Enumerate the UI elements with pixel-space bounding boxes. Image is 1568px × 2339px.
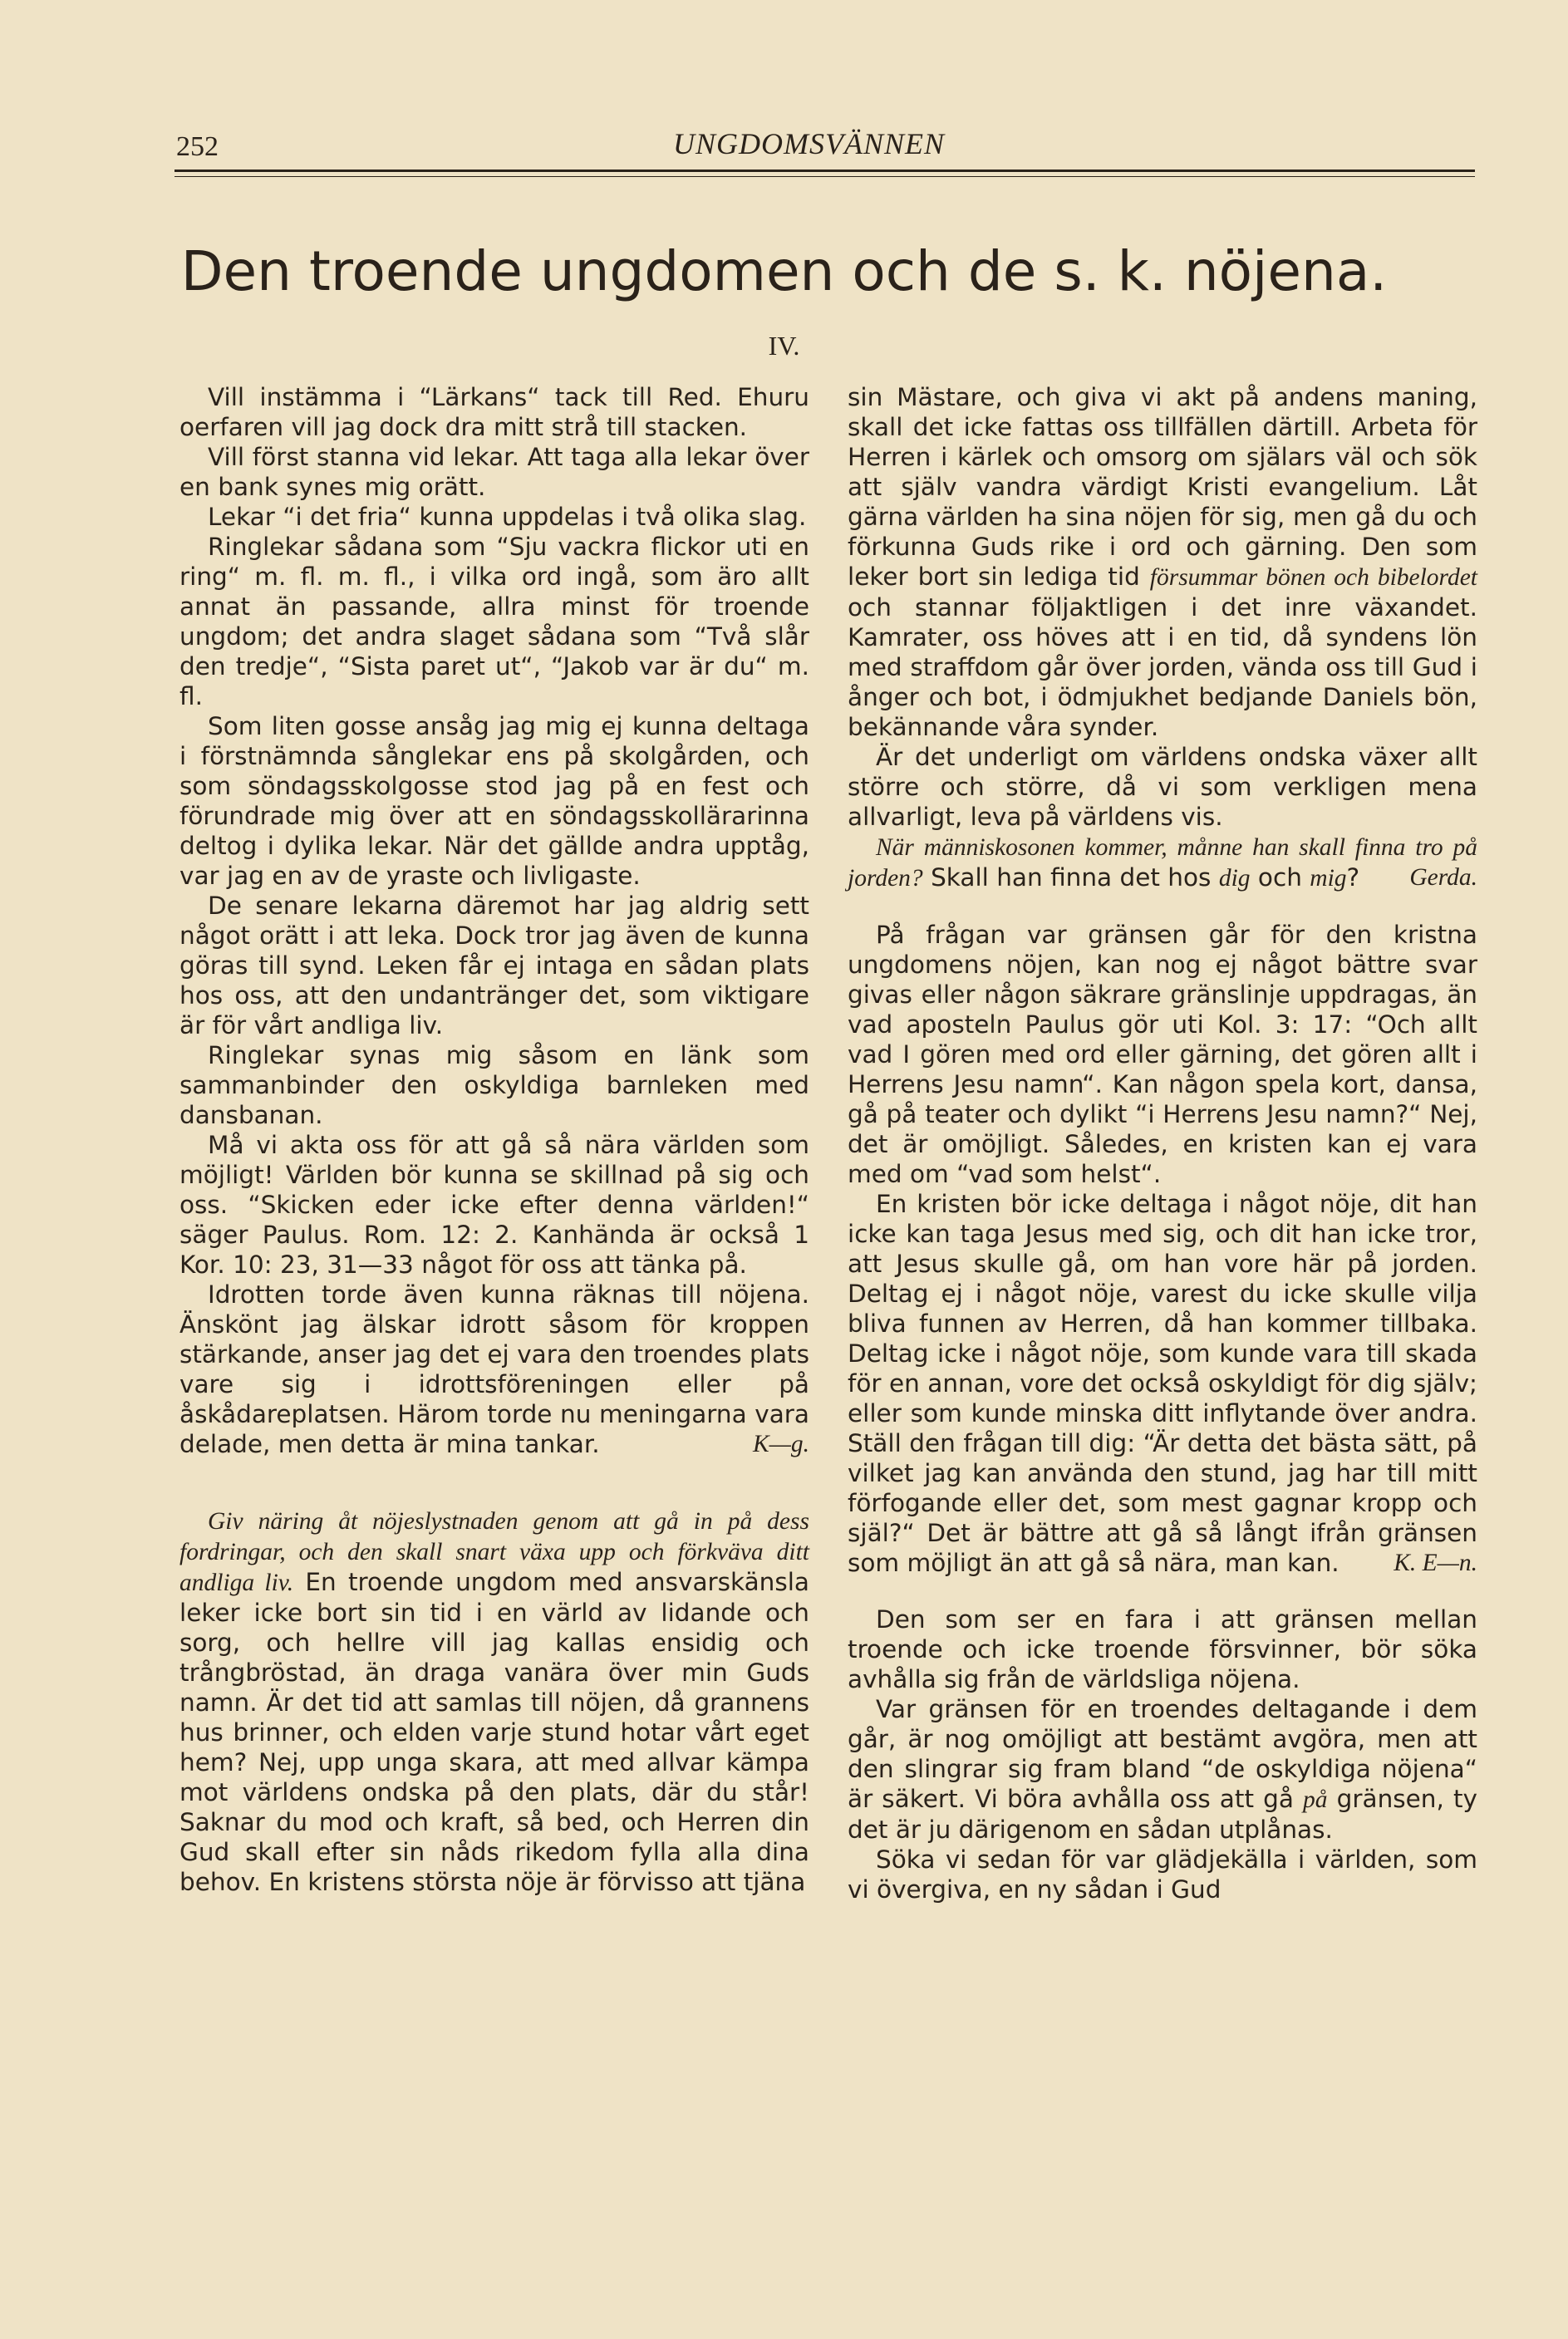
italic-text: dig [1218,865,1251,892]
spacer [179,1459,809,1506]
author-signature: Gerda. [1409,864,1477,891]
paragraph [848,832,1477,893]
page-number: 252 [176,131,219,162]
spacer [848,1578,1477,1604]
italic-text: Giv näring åt nöjeslystnaden genom att gå in på dess fordringar, och den skall snart växa upp och förkväva ditt andliga liv. [179,1508,809,1596]
paragraph: Ringlekar sådana som “Sju vackra flickor uti en ring“ m. fl. m. fl., i vilka ord ingå, som äro allt annat än passande, allra minst för troende ungdom; det andra slaget sådana som “Två slår den tredje“, “Sista paret ut“, “Jakob var är du“ m. fl. [179,533,809,710]
paragraph: Vill först stanna vid lekar. Att taga alla lekar över en bank synes mig orätt. [179,443,809,501]
paragraph-text: En troende ungdom med ansvarskänsla leker icke bort sin tid i en värld av lidande och sorg, och hellre vill jag kallas ensidig och trångbröstad, än draga vanära över min Guds namn. Är det tid att samlas till nöjen, då grannens hus brinner, och elden varje stund hotar vårt eget hem? Nej, upp unga skara, att med allvar kämpa mot världens ondska på den plats, där du står! Saknar du mod och kraft, så bed, och Herren din Gud skall efter sin nåds rikedom fylla alla dina behov. En kristens största nöje är förvisso att tjäna [179,1568,809,1896]
header-rule-thin [174,176,1475,177]
paragraph: Ringlekar synas mig såsom en länk som sammanbinder den oskyldiga barnleken med dansbanan. [179,1041,809,1129]
left-column [179,382,809,1897]
header-rule [174,170,1475,172]
right-column [848,382,1477,1904]
paragraph: Må vi akta oss för att gå så nära världen som möjligt! Världen bör kunna se skillnad på sig och oss. “Skicken eder icke efter denna världen!“ säger Paulus. Rom. 12: 2. Kanhända är också 1 Kor. 10: 23, 31—33 något för oss att tänka på. [179,1131,809,1279]
paragraph [848,1694,1477,1845]
paragraph-text: Idrotten torde även kunna räknas till nöjena. Änskönt jag älskar idrott såsom för kroppen stärkande, anser jag det ej vara den troendes plats vare sig i idrottsföreningen eller på åskådareplatsen. Härom torde nu meningarna vara delade, men detta är mina tankar. [179,1280,809,1458]
paragraph [179,1506,809,1897]
paragraph: På frågan var gränsen går för den kristna ungdomens nöjen, kan nog ej något bättre svar givas eller någon säkrare gränslinje uppdragas, än vad aposteln Paulus gör uti Kol. 3: 17: “Och allt vad I gören med ord eller gärning, det gören allt i Herrens Jesu namn“. Kan någon spela kort, dansa, gå på teater och dylikt “i Herrens Jesu namn?“ Nej, det är omöjligt. Således, en kristen kan ej vara med om “vad som helst“. [848,921,1477,1188]
paragraph-text: Var gränsen för en troendes deltagande i dem går, är nog omöjligt att bestämt avgöra, men att den slingrar sig fram bland “de oskyldiga nöjena“ är säkert. Vi böra avhålla oss att gå [848,1695,1477,1813]
page-header [174,125,1475,174]
paragraph [848,382,1477,742]
paragraph: Den som ser en fara i att gränsen mellan troende och icke troende försvinner, bör söka avhålla sig från de världsliga nöjena. [848,1605,1477,1693]
paragraph-text: och stannar följaktligen i det inre växandet. Kamrater, oss höves att i en tid, då syndens lön med straffdom går över jorden, vända oss till Gud i ånger och bot, i ödmjukhet bedjande Daniels bön, bekännande våra synder. [848,593,1477,741]
article-title: Den troende ungdomen och de s. k. nöjena. [180,239,1388,303]
paragraph: Är det underligt om världens ondska växer allt större och större, då vi som verkligen mena allvarligt, leva på världens vis. [848,743,1477,831]
italic-text: mig [1310,865,1347,892]
paragraph: Vill instämma i “Lärkans“ tack till Red. Ehuru oerfaren vill jag dock dra mitt strå till stacken. [179,383,809,441]
italic-text: När människosonen kommer, månne han skall finna tro på jorden? [848,834,1477,892]
paragraph-text: En kristen bör icke deltaga i något nöje, dit han icke kan taga Jesus med sig, och dit han icke tror, att Jesus skulle gå, om han vore här på jorden. Deltag ej i något nöje, varest du icke skulle vilja bliva funnen av Herren, då han kommer tillbaka. Deltag icke i något nöje, som kunde vara till skada för en annan, vore det också oskyldigt för dig själv; eller som kunde minska ditt inflytande över andra. Ställ den frågan till dig: “Är detta det bästa sätt, på vilket jag kan använda den stund, jag har till mitt förfogande eller det, som mest gagnar kropp och själ?“ Det är bättre att gå så långt ifrån gränsen som möjligt än att gå så nära, man kan. [848,1190,1477,1577]
paragraph-text: ? [1346,863,1360,892]
author-signature: K. E—n. [1394,1550,1477,1576]
paragraph: Söka vi sedan för var glädjekälla i världen, som vi övergiva, en ny sådan i Gud [848,1845,1477,1904]
paragraph-text: gränsen, ty det är ju därigenom en sådan utplånas. [848,1785,1477,1844]
paragraph: Lekar “i det fria“ kunna uppdelas i två olika slag. [208,503,807,531]
author-signature: K—g. [752,1431,809,1457]
section-number: IV. [768,331,800,361]
spacer [848,893,1477,920]
paragraph [179,1280,809,1459]
italic-text: försummar bönen och bibelordet [1149,564,1477,591]
italic-text: på [1303,1786,1328,1813]
paragraph-text: och [1257,863,1302,892]
paragraph: De senare lekarna däremot har jag aldrig sett något orätt i att leka. Dock tror jag även de kunna göras till synd. Leken får ej intaga en sådan plats hos oss, att den undantränger det, som viktigare är för vårt andliga liv. [179,892,809,1039]
paragraph-text: Skall han finna det hos [931,863,1212,892]
paragraph: Som liten gosse ansåg jag mig ej kunna deltaga i förstnämnda sånglekar ens på skolgården, och som söndagsskolgosse stod jag på en fest och förundrade mig över att en söndagsskollärarinna deltog i dylika lekar. När det gällde andra upptåg, var jag en av de yraste och livligaste. [179,712,809,890]
running-head: UNGDOMSVÄNNEN [673,127,945,160]
paragraph [848,1189,1477,1578]
paragraph-text: sin Mästare, och giva vi akt på andens maning, skall det icke fattas oss tillfällen därtill. Arbeta för Herren i kärlek och omsorg om själars väl och sök att själv vandra värdigt Kristi evangelium. Låt gärna världen ha sina nöjen för sig, men gå du och förkunna Guds rike i ord och gärning. Den som leker bort sin lediga tid [848,383,1477,591]
